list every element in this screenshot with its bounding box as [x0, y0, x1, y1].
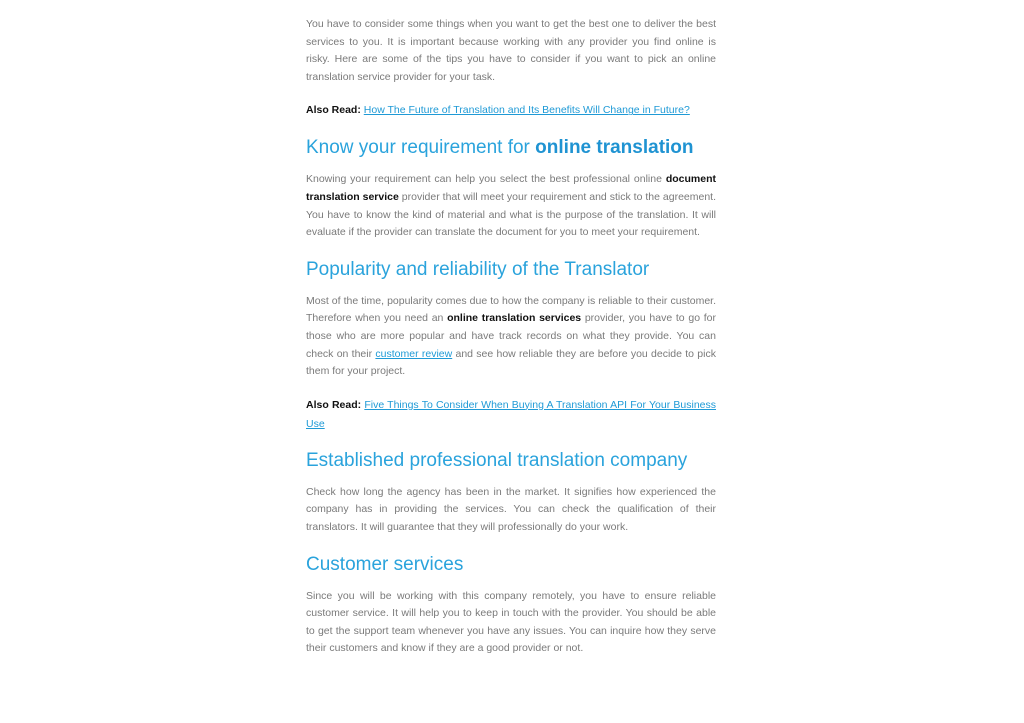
popularity-text-before: Most of the time, popularity comes due to how the company is reliable to their customer. Therefore when you need an	[306, 294, 716, 325]
also-read-label: Also Read:	[306, 398, 362, 411]
intro-text: You have to consider some things when you want to get the best one to deliver the best services to you. It is important because working with any provider you find online is risky. Here are some of the tips you have to consider if you want to pick an online translation service provider for your task.	[306, 18, 716, 83]
heading-established-company: Established professional translation company	[306, 449, 688, 471]
customer-paragraph	[306, 588, 716, 658]
requirement-paragraph	[306, 171, 716, 241]
heading-popularity: Popularity and reliability of the Translator	[306, 258, 650, 280]
requirement-text-before: Knowing your requirement can help you select the best professional online	[306, 173, 666, 186]
also-read-link-future-translation[interactable]: How The Future of Translation and Its Benefits Will Change in Future?	[363, 104, 690, 117]
article-column	[306, 16, 716, 658]
established-text: Check how long the agency has been in the market. It signifies how experienced the company has in providing the services. You can check the qualification of their translators. It will guarantee that they will professionally do your work.	[306, 485, 716, 533]
intro-paragraph	[306, 16, 716, 86]
also-read-label: Also Read:	[306, 104, 361, 117]
popularity-text-after: and see how reliable they are before you decide to pick them for your project.	[306, 347, 716, 378]
customer-review-link[interactable]: customer review	[375, 347, 453, 360]
customer-text: Since you will be working with this company remotely, you have to ensure reliable customer service. It will help you to keep in touch with the provider. You should be able to get the support team whenever you have any issues. You can inquire how they serve their customers and know if they are a good provider or not.	[306, 589, 716, 655]
established-paragraph	[306, 484, 716, 537]
popularity-text-middle: provider, you have to go for those who are more popular and have track records on what they provide. You can check on their	[306, 312, 716, 360]
also-read-2	[306, 396, 716, 434]
also-read-1	[306, 101, 716, 120]
popularity-paragraph	[306, 293, 716, 381]
heading-know-requirement-emphasis: online translation	[535, 137, 694, 159]
heading-customer-services: Customer services	[306, 553, 464, 575]
heading-know-requirement	[306, 136, 716, 160]
popularity-bold-term: online translation services	[447, 312, 582, 325]
also-read-link-translation-api[interactable]: Five Things To Consider When Buying A Translation API For Your Business Use	[306, 398, 717, 430]
heading-know-requirement-prefix: Know your requirement for	[306, 137, 536, 159]
requirement-text-after: provider that will meet your requirement and stick to the agreement. You have to know the kind of material and what is the purpose of the translation. It will evaluate if the provider can translate the document for you to meet your requirement.	[306, 190, 717, 239]
requirement-bold-term: document translation service	[306, 173, 716, 203]
